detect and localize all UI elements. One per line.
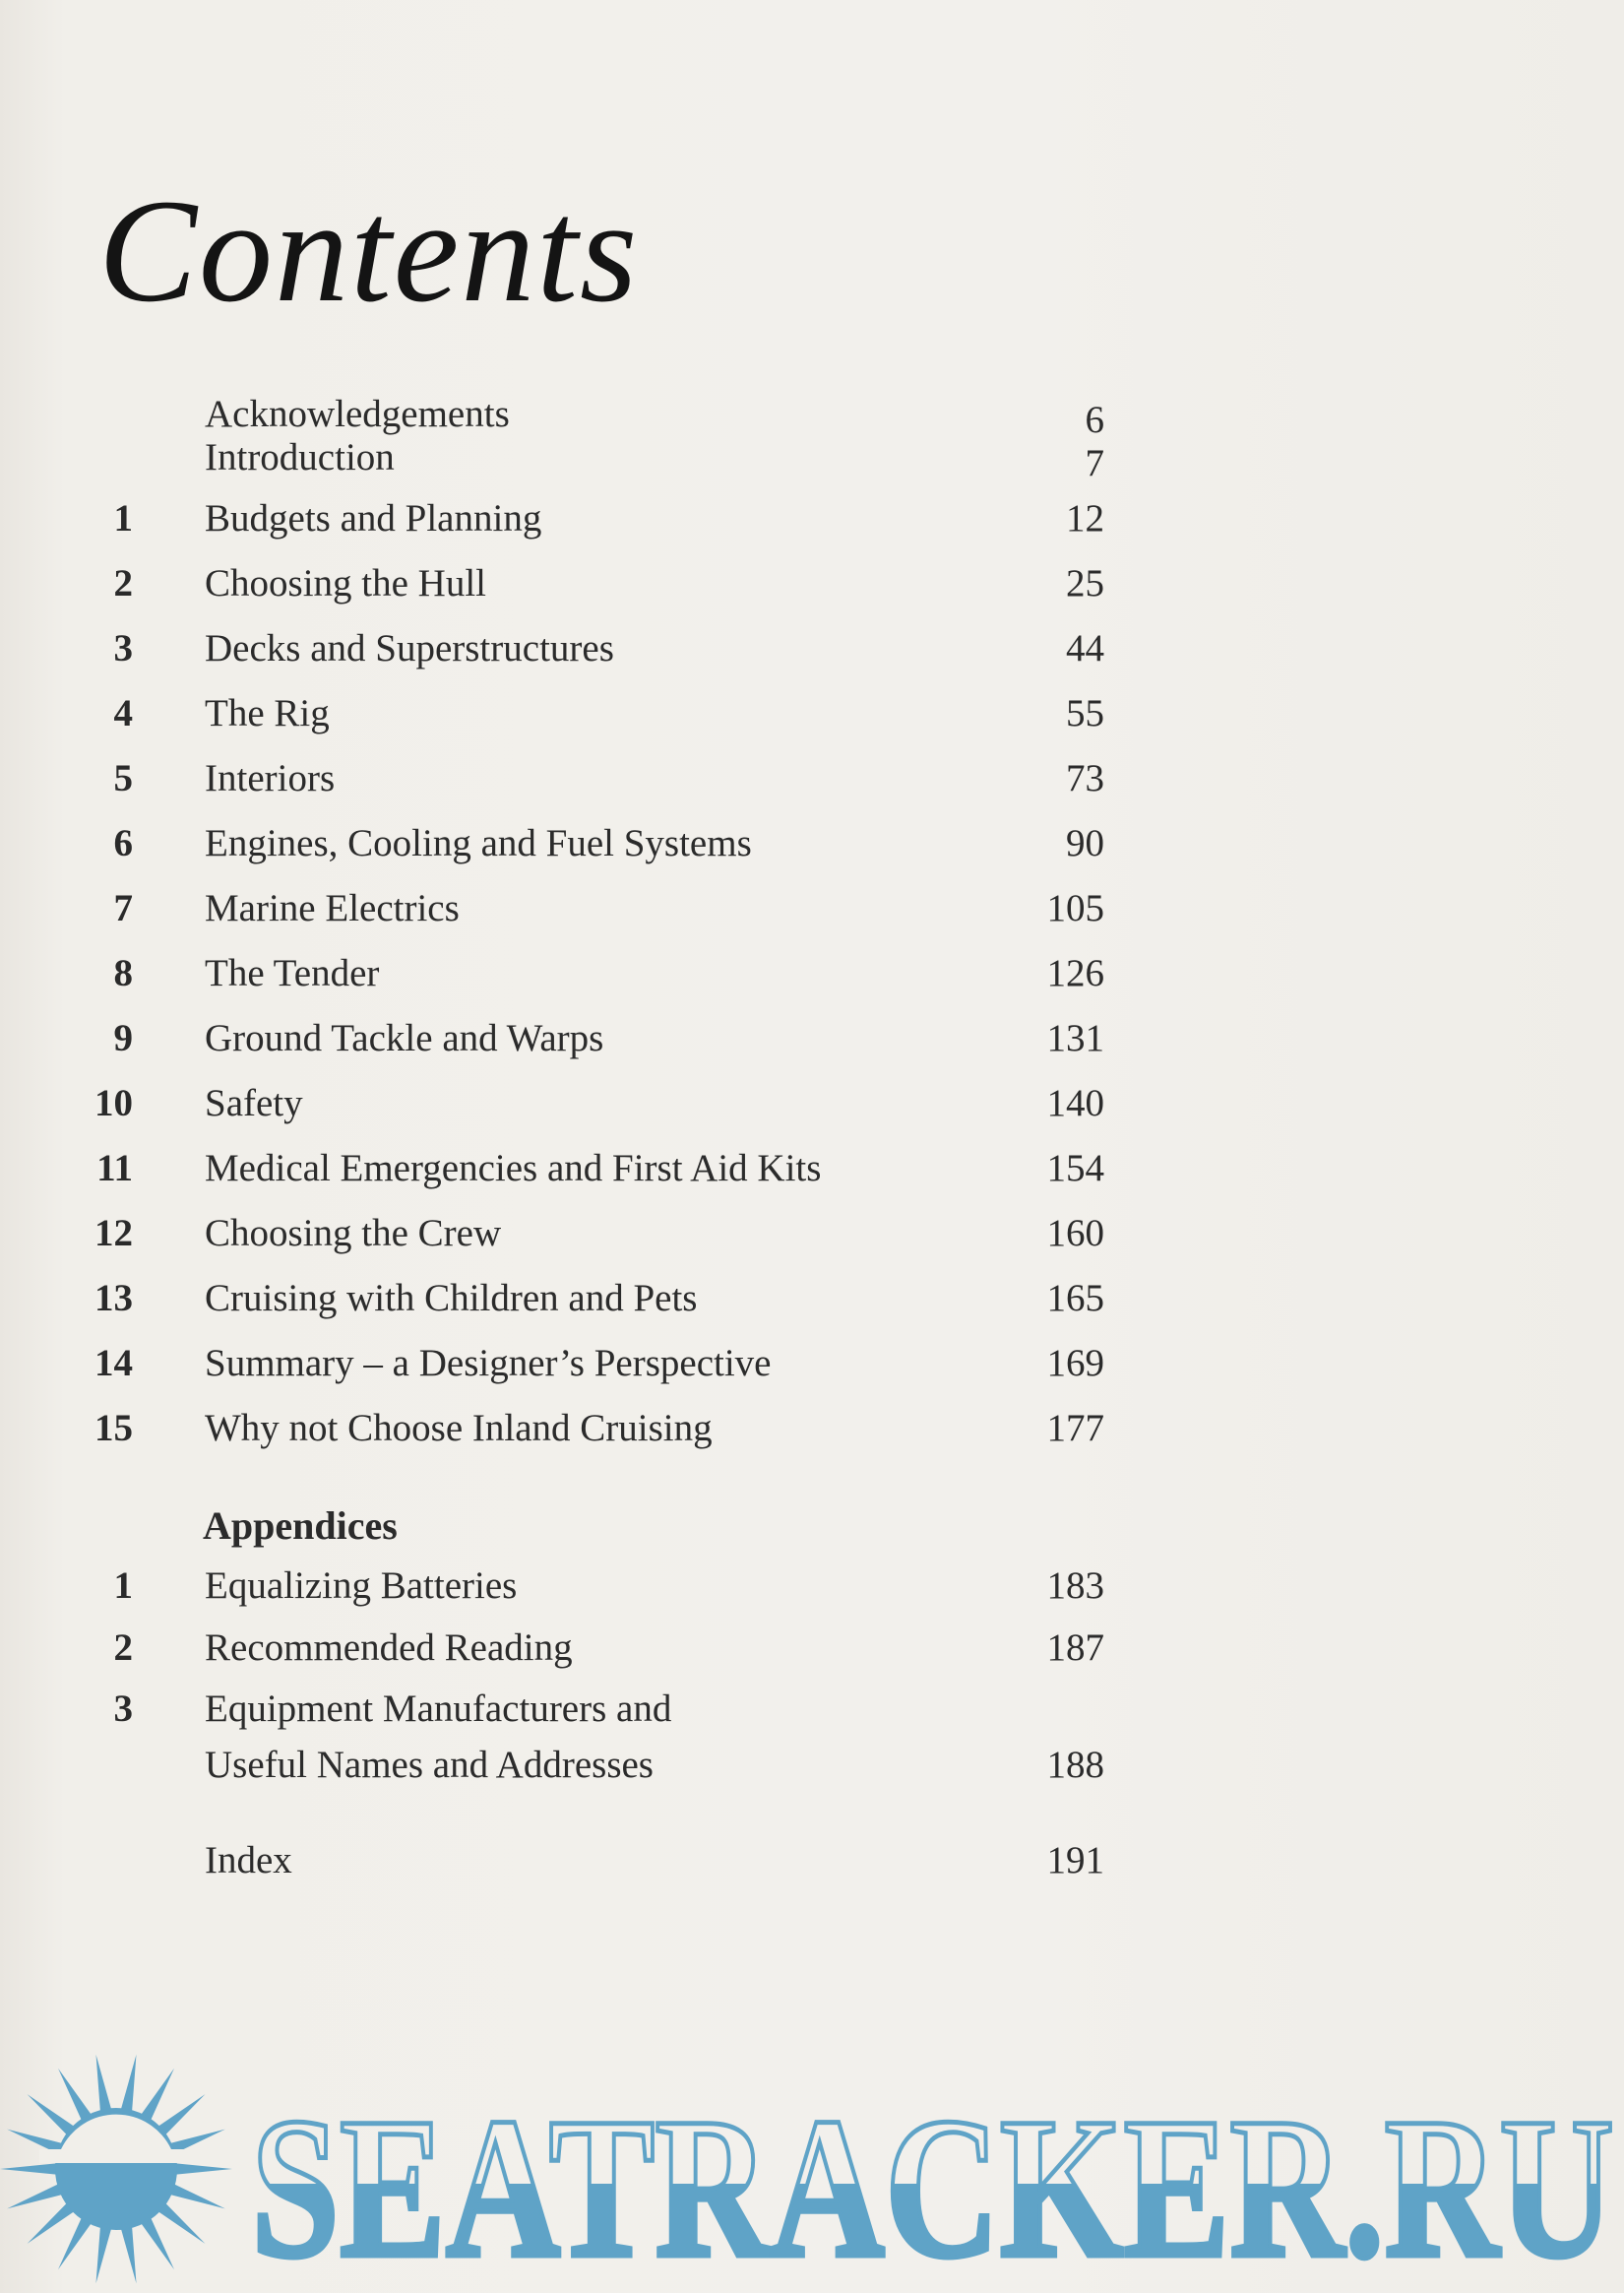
- chapter-number: 6: [113, 822, 133, 864]
- chapter-page: 105: [1046, 887, 1104, 929]
- toc-chapter-15[interactable]: [0, 1406, 1624, 1465]
- appendix-page: 188: [1046, 1744, 1104, 1786]
- sun-ray: [157, 2202, 205, 2244]
- chapter-title: Choosing the Hull: [205, 562, 487, 605]
- chapter-page: 177: [1046, 1407, 1104, 1449]
- chapter-number: 1: [113, 497, 133, 540]
- sun-ray: [96, 2226, 112, 2283]
- sun-ray: [141, 2069, 174, 2121]
- toc-appendix-1[interactable]: [0, 1563, 1624, 1623]
- chapter-title: Choosing the Crew: [205, 1212, 502, 1254]
- chapter-title: The Tender: [205, 952, 380, 994]
- watermark-text-glyphs: SEATRACKER.RU: [251, 2076, 1614, 2289]
- toc-chapter-9[interactable]: [0, 1016, 1624, 1075]
- chapter-number: 2: [113, 562, 133, 605]
- toc-chapter-12[interactable]: [0, 1211, 1624, 1270]
- chapter-number: 5: [113, 757, 133, 799]
- sun-ray: [28, 2202, 75, 2244]
- watermark-text: [251, 2076, 1614, 2289]
- sun-ray: [28, 2094, 75, 2135]
- toc-chapter-10[interactable]: [0, 1081, 1624, 1140]
- appendix-page: 187: [1046, 1626, 1104, 1669]
- appendix-page: 183: [1046, 1564, 1104, 1607]
- chapter-title: Safety: [205, 1082, 303, 1124]
- chapter-page: 131: [1046, 1017, 1104, 1059]
- chapter-page: 165: [1046, 1277, 1104, 1319]
- toc-chapter-14[interactable]: [0, 1341, 1624, 1400]
- index-page: 191: [1046, 1839, 1104, 1881]
- toc-entry-introduction[interactable]: [0, 435, 1624, 494]
- chapter-number: 9: [113, 1017, 133, 1059]
- seatracker-watermark-logo: [0, 2053, 1624, 2289]
- chapter-title: Summary – a Designer’s Perspective: [205, 1342, 772, 1384]
- toc-chapter-13[interactable]: [0, 1276, 1624, 1335]
- chapter-number: 12: [94, 1212, 133, 1254]
- sun-ray: [121, 2055, 137, 2112]
- toc-entry-label: Acknowledgements: [205, 393, 510, 435]
- toc-chapter-8[interactable]: [0, 951, 1624, 1010]
- chapter-number: 11: [96, 1147, 133, 1189]
- appendix-number: 2: [113, 1626, 133, 1669]
- toc-appendix-3-continued[interactable]: [0, 1743, 1624, 1802]
- sun-ray: [169, 2184, 225, 2208]
- toc-chapter-4[interactable]: [0, 691, 1624, 750]
- page-title: Contents: [98, 169, 640, 333]
- chapter-number: 14: [94, 1342, 133, 1384]
- sun-ray: [96, 2055, 112, 2112]
- chapter-page: 140: [1046, 1082, 1104, 1124]
- appendix-title-continued: Useful Names and Addresses: [205, 1744, 654, 1786]
- chapter-page: 126: [1046, 952, 1104, 994]
- toc-entry-page: 7: [1085, 442, 1104, 484]
- chapter-page: 25: [1066, 562, 1104, 605]
- sun-ray: [58, 2069, 92, 2121]
- toc-entry-label: Introduction: [205, 436, 395, 478]
- toc-entry-index[interactable]: [0, 1838, 1624, 1897]
- toc-chapter-7[interactable]: [0, 886, 1624, 945]
- toc-entry-page: 6: [1085, 399, 1104, 441]
- chapter-number: 8: [113, 952, 133, 994]
- chapter-number: 7: [113, 887, 133, 929]
- chapter-title: Engines, Cooling and Fuel Systems: [205, 822, 752, 864]
- chapter-title: Budgets and Planning: [205, 497, 542, 540]
- chapter-page: 73: [1066, 757, 1104, 799]
- toc-chapter-2[interactable]: [0, 561, 1624, 620]
- chapter-number: 15: [94, 1407, 133, 1449]
- chapter-title: Ground Tackle and Warps: [205, 1017, 604, 1059]
- appendix-title: Equipment Manufacturers and: [205, 1688, 672, 1730]
- sun-ray: [157, 2094, 205, 2135]
- chapter-page: 169: [1046, 1342, 1104, 1384]
- toc-appendix-2[interactable]: [0, 1625, 1624, 1685]
- chapter-page: 44: [1066, 627, 1104, 669]
- appendix-number: 3: [113, 1688, 133, 1730]
- toc-chapter-3[interactable]: [0, 626, 1624, 685]
- sun-ray: [175, 2163, 232, 2175]
- chapter-title: Medical Emergencies and First Aid Kits: [205, 1147, 822, 1189]
- toc-chapter-5[interactable]: [0, 756, 1624, 815]
- toc-chapter-1[interactable]: [0, 496, 1624, 555]
- chapter-title: Marine Electrics: [205, 887, 460, 929]
- sun-ray: [58, 2217, 92, 2269]
- chapter-number: 13: [94, 1277, 133, 1319]
- chapter-page: 90: [1066, 822, 1104, 864]
- chapter-number: 4: [113, 692, 133, 734]
- chapter-page: 160: [1046, 1212, 1104, 1254]
- chapter-title: Interiors: [205, 757, 336, 799]
- toc-appendix-3[interactable]: [0, 1687, 1624, 1746]
- chapter-number: 10: [94, 1082, 133, 1124]
- appendices-heading: Appendices: [203, 1503, 398, 1548]
- appendix-title: Equalizing Batteries: [205, 1564, 518, 1607]
- appendix-number: 1: [113, 1564, 133, 1607]
- appendix-title: Recommended Reading: [205, 1626, 573, 1669]
- chapter-title: Why not Choose Inland Cruising: [205, 1407, 713, 1449]
- toc-chapter-11[interactable]: [0, 1146, 1624, 1205]
- index-label: Index: [205, 1839, 292, 1881]
- chapter-title: The Rig: [205, 692, 330, 734]
- sun-ray: [141, 2217, 174, 2269]
- chapter-title: Cruising with Children and Pets: [205, 1277, 698, 1319]
- sun-ray: [0, 2163, 57, 2175]
- chapter-title: Decks and Superstructures: [205, 627, 614, 669]
- toc-chapter-6[interactable]: [0, 821, 1624, 880]
- sun-icon: [0, 2055, 232, 2283]
- sun-ray: [121, 2226, 137, 2283]
- sun-ray: [7, 2184, 63, 2208]
- chapter-page: 12: [1066, 497, 1104, 540]
- chapter-page: 55: [1066, 692, 1104, 734]
- chapter-page: 154: [1046, 1147, 1104, 1189]
- chapter-number: 3: [113, 627, 133, 669]
